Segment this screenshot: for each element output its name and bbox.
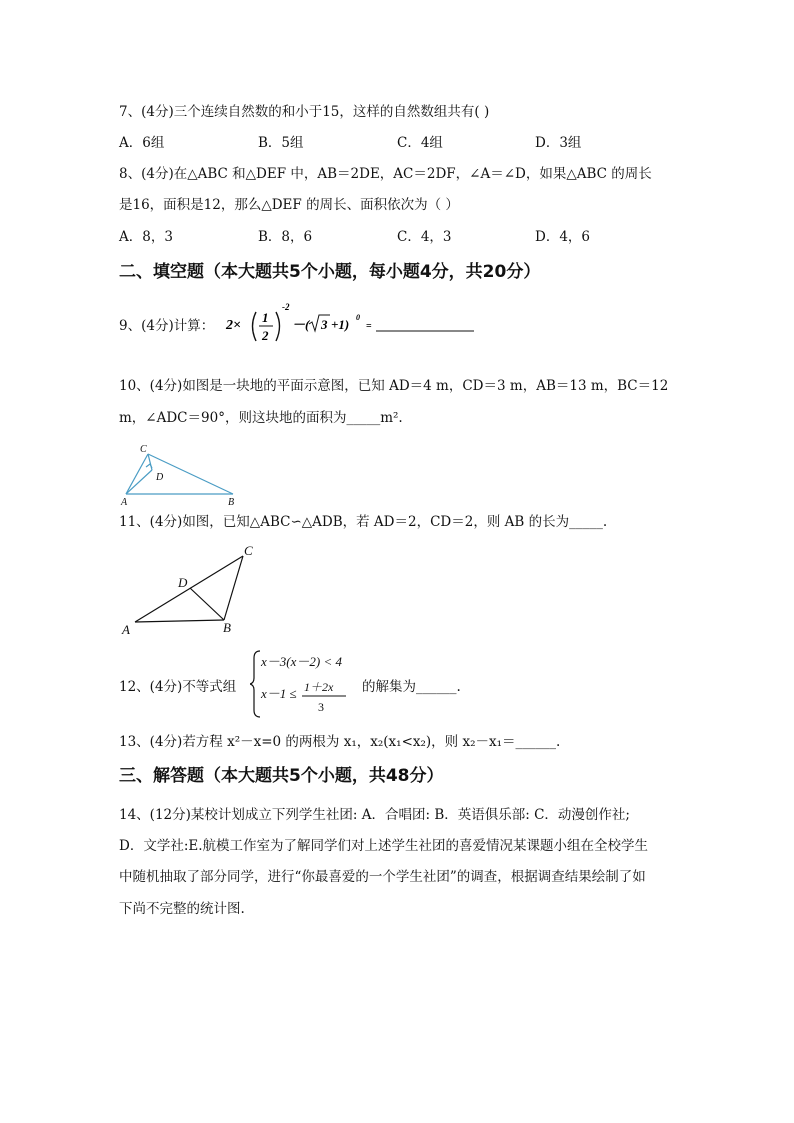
q12-fraction-denominator: 3 [318, 700, 324, 714]
question-11-text: 如图，已知△ABC∽△ADB，若 AD＝2，CD＝2，则 AB 的长为_____. [182, 514, 608, 530]
fig10-label-d: D [156, 472, 164, 483]
question-9 [119, 316, 214, 336]
question-8-option-d: D．4，6 [535, 229, 591, 245]
question-14-prefix: 14、(12分) [119, 807, 191, 823]
question-7 [119, 102, 489, 122]
fig10-label-b: B [228, 497, 235, 508]
question-9-label: 计算： [173, 318, 215, 334]
q9-right-paren [276, 312, 280, 341]
segment-ab [135, 620, 224, 622]
question-13 [119, 732, 560, 752]
segment-ad [126, 470, 152, 494]
q9-left-paren [253, 312, 257, 341]
q12-inequality-2-left: x－1 ≤ [261, 686, 297, 701]
question-13-prefix: 13、(4分) [119, 734, 183, 750]
question-14-line-2: D．文学社:E.航模工作室为了解同学们对上述学生社团的喜爱情况某课题小组在全校学生 [119, 838, 649, 854]
question-14-text-1: 某校计划成立下列学生社团: A．合唱团: B．英语俱乐部: C．动漫创作社; [190, 807, 630, 823]
question-8-line-1 [119, 164, 652, 184]
question-11 [119, 512, 607, 532]
fig11-label-b: B [223, 620, 231, 635]
section-3-heading: 三、解答题（本大题共5个小题，共48分） [119, 766, 444, 786]
question-12-suffix: 的解集为______. [362, 679, 461, 695]
q9-frac-num: 1 [262, 310, 269, 325]
question-12 [119, 677, 236, 697]
q12-brace [250, 651, 260, 717]
question-8-option-b: B．8，6 [258, 229, 313, 245]
fig11-label-d: D [178, 575, 188, 590]
fig11-label-c: C [244, 543, 253, 558]
q12-fraction-numerator: 1＋2x [304, 680, 334, 694]
question-8-text-1: 在△ABC 和△DEF 中，AB＝2DE，AC＝2DF，∠A＝∠D，如果△ABC 的周长 [173, 166, 652, 182]
fig11-label-a: A [122, 622, 130, 637]
q9-exponent: -2 [282, 302, 290, 312]
question-10-line-1 [119, 376, 668, 396]
question-13-text: 若方程 x²－x=0 的两根为 x₁，x₂(x₁<x₂)，则 x₂－x₁＝______. [182, 734, 561, 750]
segment-db [190, 588, 224, 620]
q9-equals: = [366, 321, 372, 332]
question-10-line-2: m，∠ADC＝90°，则这块地的面积为_____m². [119, 410, 403, 426]
question-7-prefix: 7、(4分) [119, 104, 174, 120]
question-7-option-c: C．4组 [397, 135, 443, 151]
q9-expr-pre: 2× [226, 318, 241, 333]
question-11-prefix: 11、(4分) [119, 514, 183, 530]
question-9-expression [226, 300, 478, 348]
question-12-system [250, 648, 362, 720]
question-8-prefix: 8、(4分) [119, 166, 174, 182]
question-8-option-c: C．4，3 [397, 229, 452, 245]
question-10-figure [118, 440, 248, 508]
q12-inequality-1: x－3(x－2) < 4 [261, 654, 342, 669]
question-11-figure [118, 540, 268, 640]
question-7-text: 三个连续自然数的和小于15，这样的自然数组共有( ) [173, 104, 490, 120]
section-2-heading: 二、填空题（本大题共5个小题，每小题4分，共20分） [119, 262, 541, 282]
q9-sqrt-arg: 3 [321, 317, 328, 332]
question-8-option-a: A．8，3 [119, 229, 173, 245]
question-10-prefix: 10、(4分) [119, 378, 183, 394]
q9-zero-exponent: 0 [356, 313, 360, 322]
question-7-option-a: A．6组 [119, 135, 165, 151]
q9-expr-post: +1) [331, 317, 350, 332]
fig10-label-a: A [121, 497, 128, 508]
q9-frac-den: 2 [262, 328, 269, 343]
segment-ac [126, 454, 148, 494]
question-9-prefix: 9、(4分) [119, 318, 174, 334]
question-14-line-3: 中随机抽取了部分同学，进行“你最喜爱的一个学生社团”的调查，根据调查结果绘制了如 [119, 869, 646, 885]
question-7-option-b: B．5组 [258, 135, 304, 151]
question-10-text-1: 如图是一块地的平面示意图，已知 AD＝4 m，CD＝3 m，AB＝13 m，BC＝12 [182, 378, 669, 394]
fig10-label-c: C [140, 444, 147, 455]
question-14-line-1 [119, 805, 630, 825]
question-14-line-4: 下尚不完整的统计图. [119, 901, 245, 917]
question-12-label: 不等式组 [182, 679, 237, 695]
question-12-prefix: 12、(4分) [119, 679, 183, 695]
question-7-option-d: D．3组 [535, 135, 582, 151]
question-8-line-2: 是16，面积是12，那么△DEF 的周长、面积依次为（ ） [119, 197, 459, 213]
q9-expr-mid: －( [292, 317, 310, 332]
